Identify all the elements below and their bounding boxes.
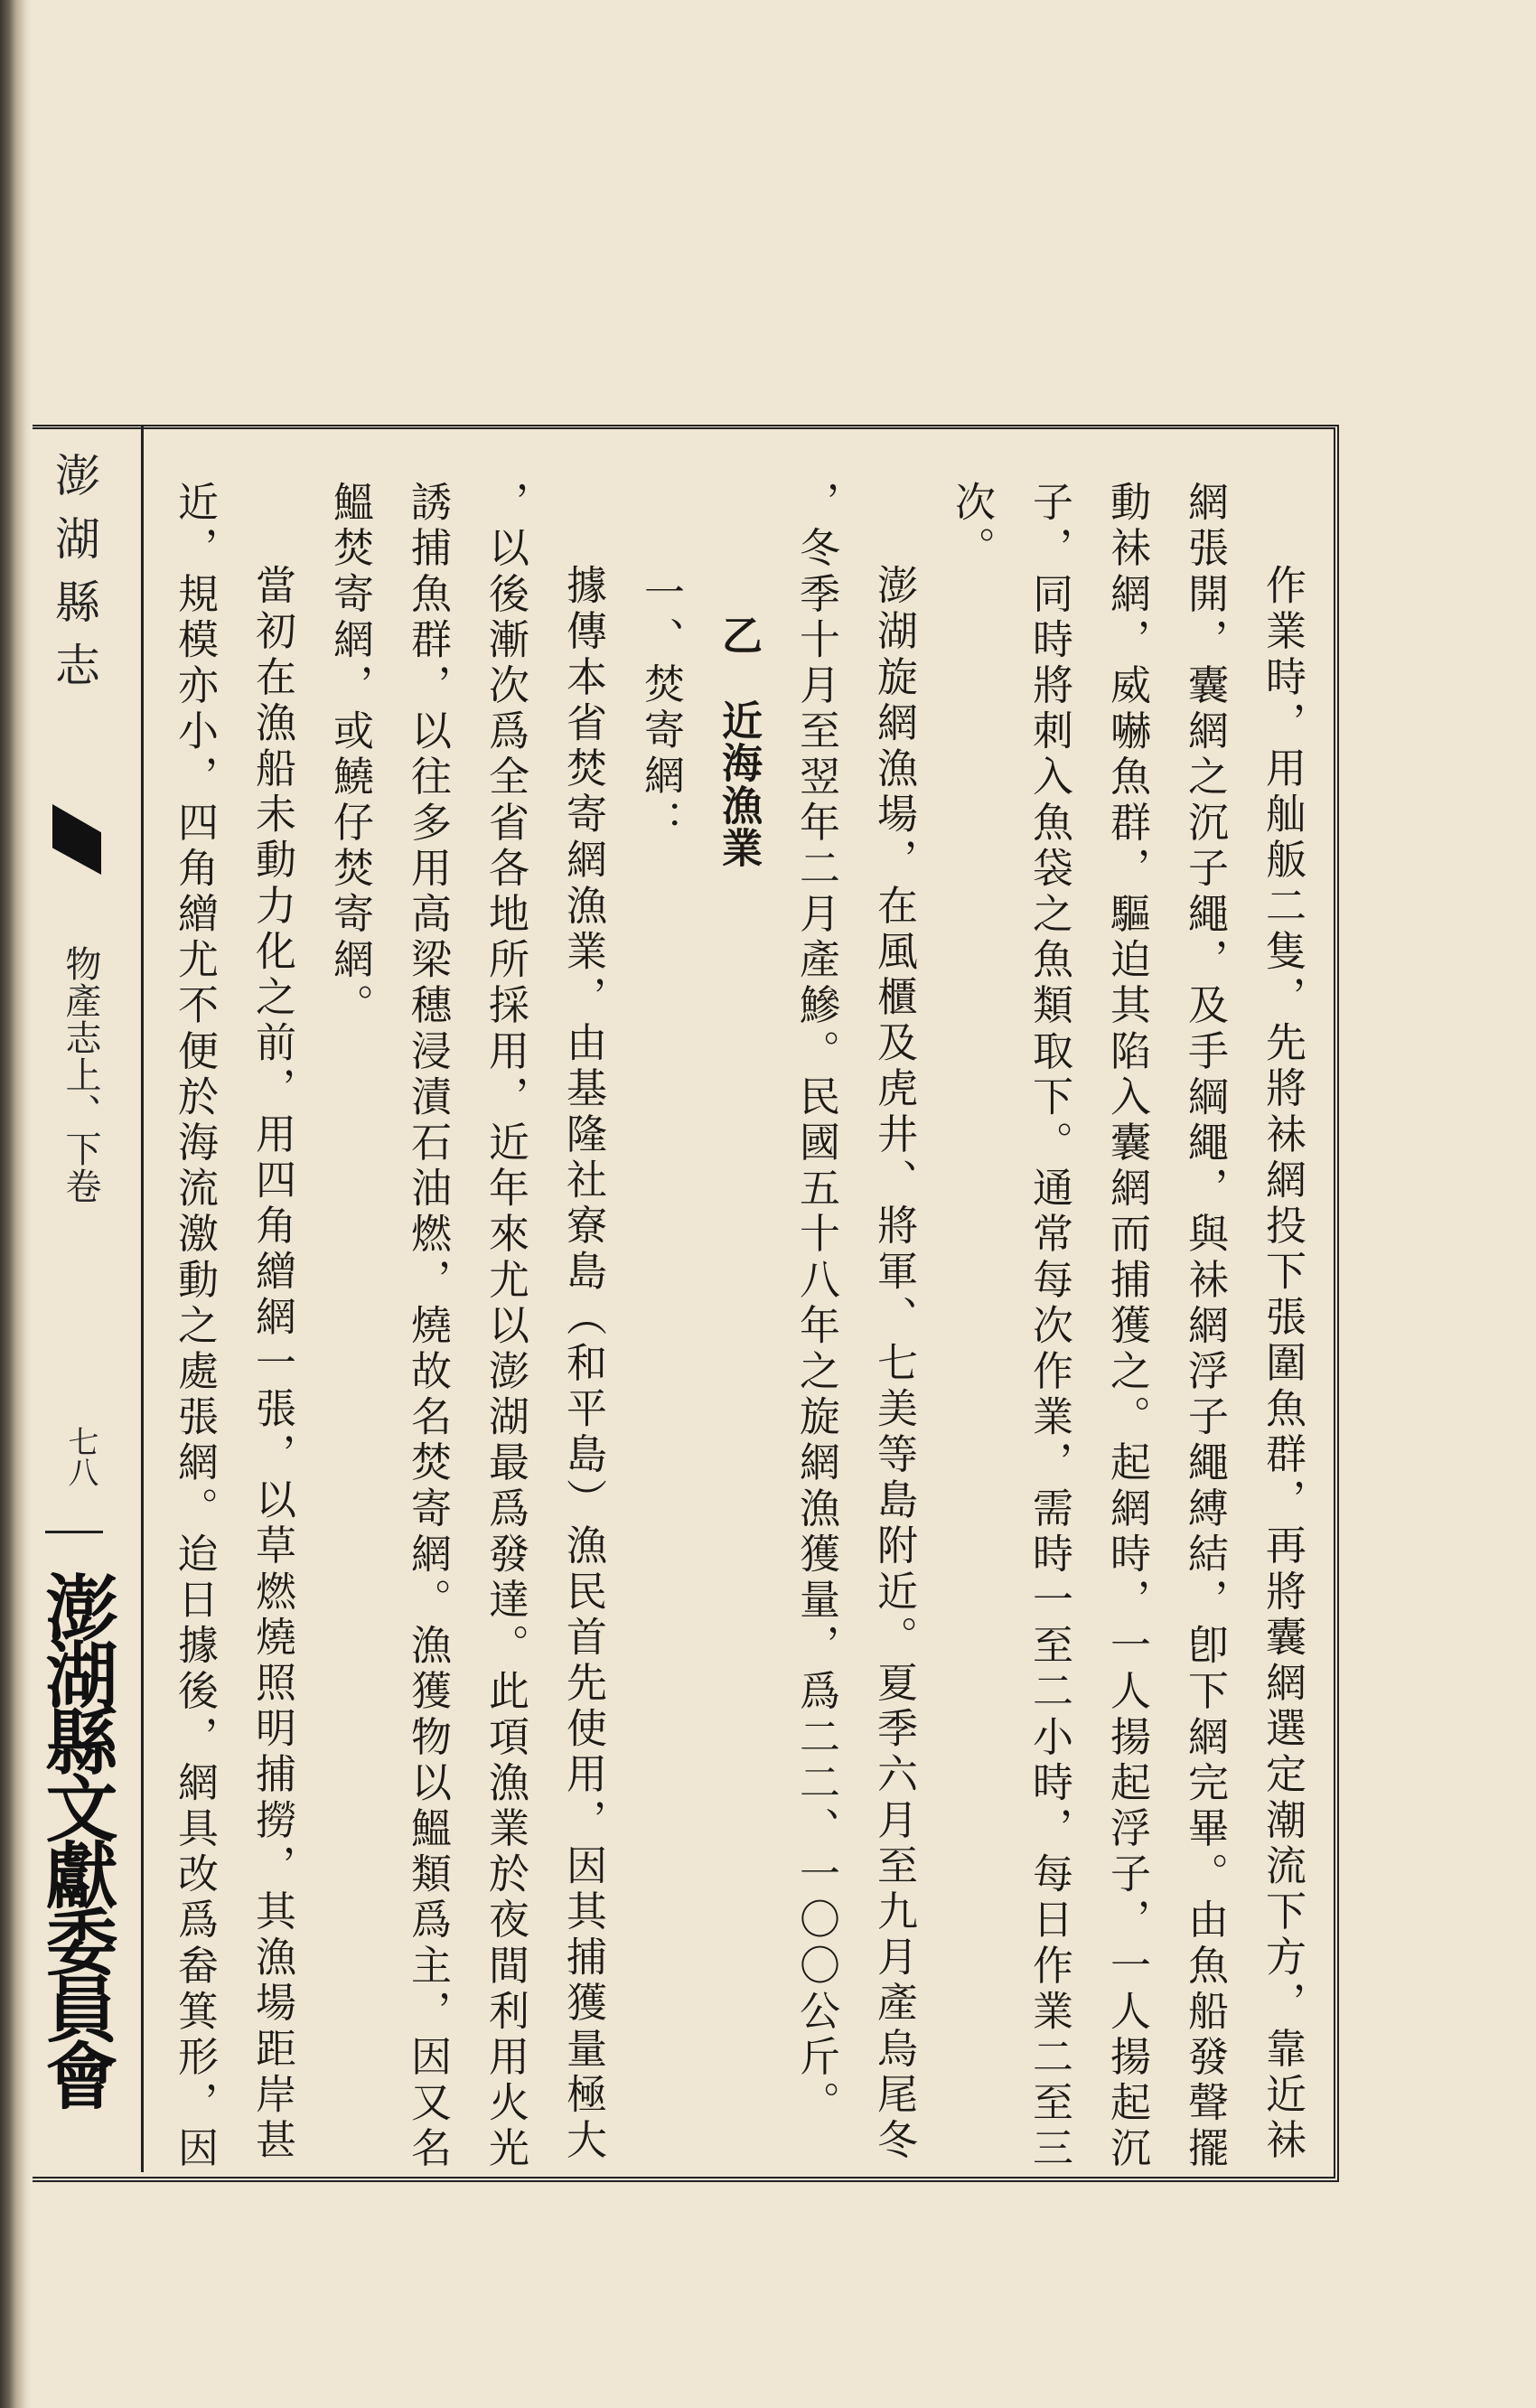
text-column-6: 澎湖旋網漁場，在風櫃及虎井、將軍、七美等島附近。夏季六月至九月產烏尾冬: [870, 564, 918, 2164]
page-edge: [0, 0, 31, 2408]
publisher-rule: [45, 1531, 103, 1533]
subsection-heading: 一、焚寄網：: [637, 571, 685, 846]
text-column-10: 據傳本省焚寄網漁業，由基隆社寮島（和平島）漁民首先使用，因其捕獲量極大: [559, 564, 607, 2164]
text-column-12: 誘捕魚群，以往多用高梁穗浸漬石油燃，燒故名焚寄網。漁獲物以鰮類爲主，因又名: [404, 481, 452, 2173]
text-column-4: 子，同時將刺入魚袋之魚類取下。通常每次作業，需時一至二小時，每日作業二至三: [1026, 481, 1073, 2173]
text-column-7: ，冬季十月至翌年二月產鰺。民國五十八年之旋網漁獲量，爲二二、一〇〇公斤。: [792, 481, 840, 2127]
text-column-15: 近，規模亦小，四角繒尤不便於海流激動之處張網。迨日據後，網具改爲畚箕形，因: [171, 481, 219, 2173]
text-column-3: 動𧙕網，威嚇魚群，驅迫其陷入囊網而捕獲之。起網時，一人揚起浮子，一人揚起沉: [1103, 481, 1151, 2173]
text-column-13: 鰮焚寄網，或鱙仔焚寄網。: [326, 481, 374, 1030]
text-column-11: ，以後漸次爲全省各地所採用，近年來尤以澎湖最爲發達。此項漁業於夜間利用火光: [482, 481, 529, 2173]
text-column-2: 網張開，囊網之沉子繩，及手綱繩，與𧙕網浮子繩縛結，卽下網完畢。由魚船發聲擺: [1181, 481, 1229, 2173]
section-title: 物產志上、下卷: [60, 945, 101, 1204]
text-column-1: 作業時，用舢舨二隻，先將𧙕網投下張圍魚群，再將囊網選定潮流下方，靠近𧙕: [1259, 564, 1307, 2164]
text-column-14: 當初在漁船未動力化之前，用四角繒網一張，以草燃燒照明捕撈，其漁場距岸甚: [248, 564, 296, 2164]
page-number: 七八: [62, 1426, 98, 1487]
section-heading: 乙 近海漁業: [715, 614, 763, 869]
book-title: 澎湖縣志: [48, 452, 100, 705]
text-column-5: 次。: [948, 481, 996, 573]
margin-divider: [141, 425, 144, 2172]
publisher-name: 澎湖縣文獻委員會: [33, 1570, 118, 2105]
